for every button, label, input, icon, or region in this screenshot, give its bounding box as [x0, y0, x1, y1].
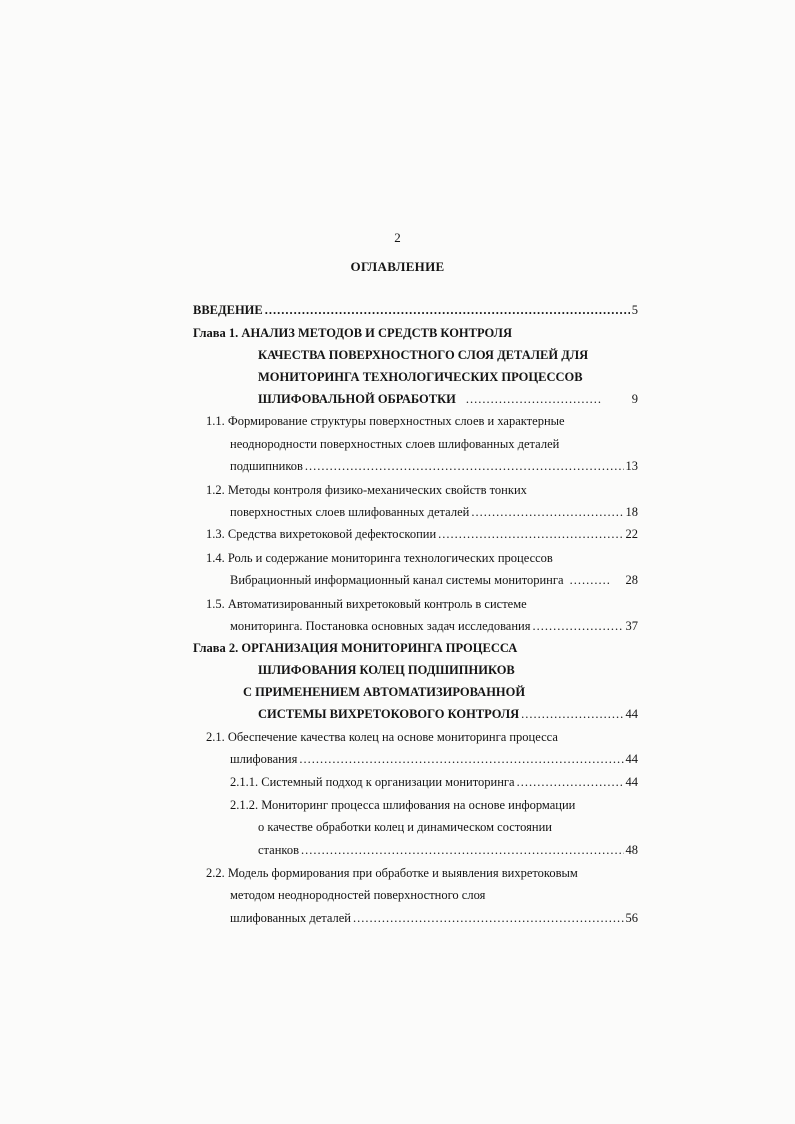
toc-entry-label: шлифованных деталей: [230, 911, 351, 925]
section-1-3: [206, 526, 638, 542]
section-2-2-line-2: методом неоднородностей поверхностного слоя: [230, 888, 486, 902]
section-1-5-line-1: 1.5. Автоматизированный вихретоковый контроль в системе: [206, 597, 527, 611]
toc-entry-page: 22: [625, 527, 638, 541]
section-1-1-line-2: неоднородности поверхностных слоев шлифованных деталей: [230, 437, 560, 451]
chapter-1-title-line-4: [258, 391, 638, 407]
leader-dots: [438, 526, 623, 542]
toc-entry-page: 44: [625, 752, 638, 766]
chapter-2-title-line-1: Глава 2. ОРГАНИЗАЦИЯ МОНИТОРИНГА ПРОЦЕССА: [193, 641, 518, 655]
toc-entry-page: 56: [625, 911, 638, 925]
chapter-2-title-line-4: [258, 706, 638, 722]
chapter-2-title-line-3: С ПРИМЕНЕНИЕМ АВТОМАТИЗИРОВАННОЙ: [243, 685, 526, 699]
section-2-1-line-1: 2.1. Обеспечение качества колец на основе мониторинга процесса: [206, 730, 558, 744]
toc-entry-label: шлифования: [230, 752, 298, 766]
toc-entry-page: 37: [625, 619, 638, 633]
toc-entry-label: СИСТЕМЫ ВИХРЕТОКОВОГО КОНТРОЛЯ: [258, 707, 520, 721]
chapter-1-title-line-1: Глава 1. АНАЛИЗ МЕТОДОВ И СРЕДСТВ КОНТРОЛЯ: [193, 326, 512, 340]
leader-dots: [570, 572, 610, 588]
section-1-2-line-1: 1.2. Методы контроля физико-механических свойств тонких: [206, 483, 527, 497]
section-2-2-line-3: [230, 910, 638, 926]
toc-entry-label: 1.3. Средства вихретоковой дефектоскопии: [206, 527, 437, 541]
toc-entry-page: 44: [625, 775, 638, 789]
section-2-1-1: [230, 774, 638, 790]
section-2-1-2-line-2: о качестве обработки колец и динамическом состоянии: [258, 820, 552, 834]
leader-dots: [521, 706, 623, 722]
leader-dots: [305, 458, 624, 474]
toc-entry-page: 13: [625, 459, 638, 473]
leader-dots: [533, 618, 624, 634]
section-1-2-line-2: [230, 504, 638, 520]
leader-dots: [466, 391, 601, 407]
section-2-1-2-line-3: [258, 842, 638, 858]
section-2-1-2-line-1: 2.1.2. Мониторинг процесса шлифования на основе информации: [230, 798, 576, 812]
leader-dots: [471, 504, 623, 520]
toc-entry-page: 28: [625, 573, 638, 587]
toc-entry-label: 2.1.1. Системный подход к организации мониторинга: [230, 775, 515, 789]
toc-entry-label: станков: [258, 843, 299, 857]
leader-dots: [517, 774, 624, 790]
section-1-5-line-2: [230, 618, 638, 634]
toc-entry-page: 18: [625, 505, 638, 519]
toc-entry-label: ВВЕДЕНИЕ: [193, 303, 263, 317]
chapter-1-title-line-3: МОНИТОРИНГА ТЕХНОЛОГИЧЕСКИХ ПРОЦЕССОВ: [258, 370, 583, 384]
toc-entry-intro: [193, 302, 638, 318]
toc-entry-page: 9: [631, 392, 638, 406]
toc-entry-label: подшипников: [230, 459, 303, 473]
section-1-4-line-2: [230, 572, 638, 588]
section-1-1-line-3: [230, 458, 638, 474]
leader-dots: [301, 842, 624, 858]
leader-dots: [353, 910, 624, 926]
chapter-1-title-line-2: КАЧЕСТВА ПОВЕРХНОСТНОГО СЛОЯ ДЕТАЛЕЙ ДЛЯ: [258, 348, 589, 362]
toc-entry-label: мониторинга. Постановка основных задач исследования: [230, 619, 531, 633]
section-2-1-line-2: [230, 751, 638, 767]
toc-entry-label: поверхностных слоев шлифованных деталей: [230, 505, 470, 519]
toc-entry-label: Вибрационный информационный канал системы мониторинга: [230, 573, 564, 587]
toc-entry-page: 5: [631, 303, 638, 317]
section-2-2-line-1: 2.2. Модель формирования при обработке и выявления вихретоковым: [206, 866, 578, 880]
section-1-1-line-1: 1.1. Формирование структуры поверхностных слоев и характерные: [206, 414, 565, 428]
chapter-2-title-line-2: ШЛИФОВАНИЯ КОЛЕЦ ПОДШИПНИКОВ: [258, 663, 515, 677]
toc-entry-page: 44: [625, 707, 638, 721]
toc-entry-page: 48: [625, 843, 638, 857]
page-number: 2: [394, 230, 401, 245]
section-1-4-line-1: 1.4. Роль и содержание мониторинга технологических процессов: [206, 551, 553, 565]
leader-dots: [299, 751, 623, 767]
toc-entry-label: ШЛИФОВАЛЬНОЙ ОБРАБОТКИ: [258, 392, 456, 406]
leader-dots: [265, 302, 630, 318]
toc-title: ОГЛАВЛЕНИЕ: [350, 259, 445, 274]
